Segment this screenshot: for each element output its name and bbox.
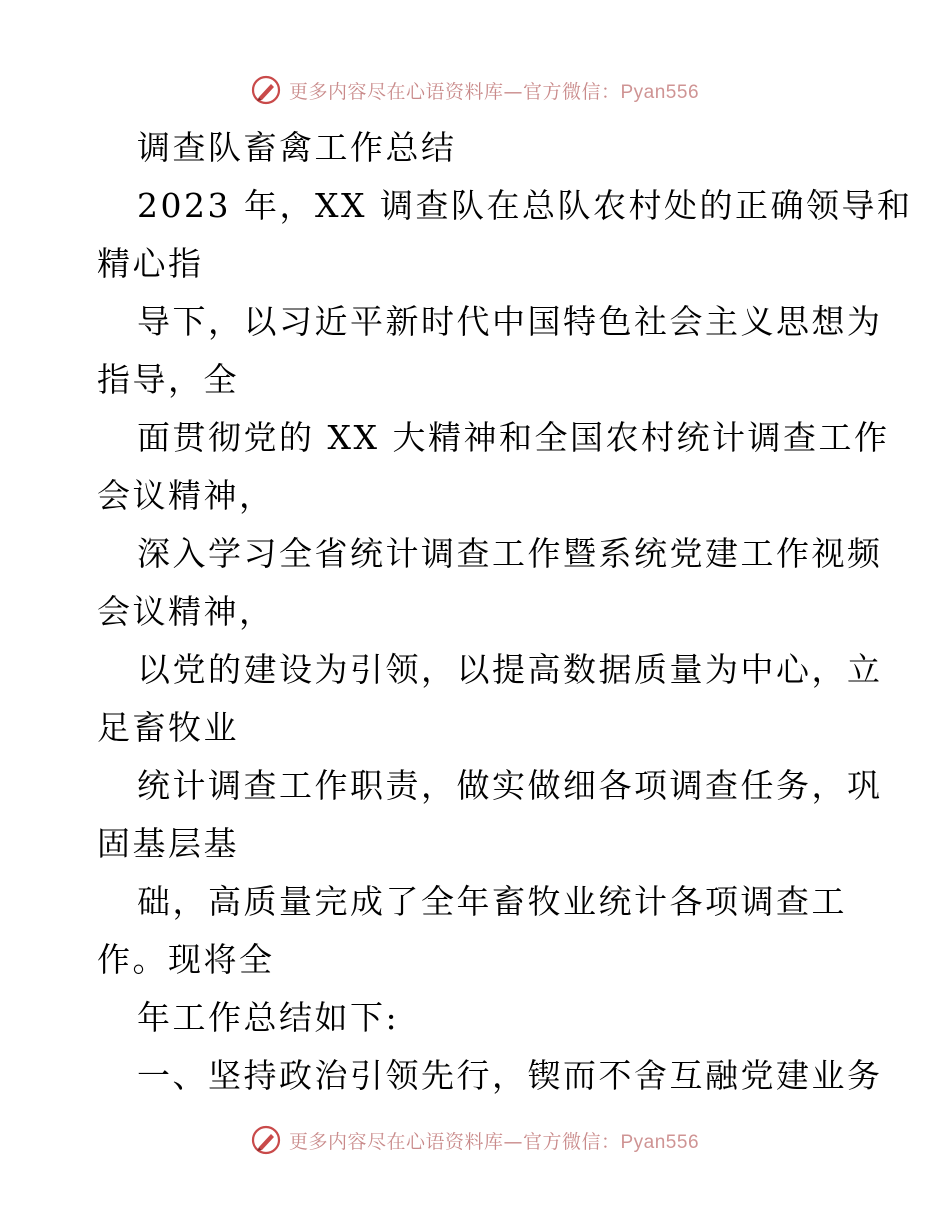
text-line: 会议精神， [97,592,275,631]
text-line: 年工作总结如下: [137,998,400,1037]
text-line: 会议精神， [97,476,275,515]
section-heading: 一、坚持政治引领先行，锲而不舍互融党建业务 [137,1056,883,1095]
text-line: 础，高质量完成了全年畜牧业统计各项调查工 [137,882,847,921]
text-line: 2023 年，XX 调查队在总队农村处的正确领导和 [137,186,913,225]
text-line: 作。现将全 [97,940,275,979]
watermark-header [0,70,950,110]
text-line: 面贯彻党的 XX 大精神和全国农村统计调查工作 [137,418,890,457]
watermark-label: 官方微信： [522,1130,621,1153]
text-line: 精心指 [97,244,204,283]
watermark-brand: 更多内容尽在心语资料库 [288,1130,504,1153]
document-title: 调查队畜禽工作总结 [137,128,457,167]
watermark-footer [0,1120,950,1160]
watermark-separator: — [503,1130,523,1153]
watermark-id: Pyan556 [620,81,700,103]
text-line: 以党的建设为引领，以提高数据质量为中心，立 [137,650,883,689]
watermark-brand: 更多内容尽在心语资料库 [288,80,504,103]
pen-logo-icon [251,1125,281,1155]
pen-logo-icon [251,75,281,105]
text-line: 指导，全 [97,360,239,399]
watermark-id: Pyan556 [620,1131,700,1153]
watermark-separator: — [503,80,523,103]
watermark-label: 官方微信： [522,80,621,103]
text-line: 统计调查工作职责，做实做细各项调查任务，巩 [137,766,883,805]
text-line: 导下，以习近平新时代中国特色社会主义思想为 [137,302,883,341]
watermark-text [289,1127,699,1154]
text-line: 足畜牧业 [97,708,239,747]
text-line: 深入学习全省统计调查工作暨系统党建工作视频 [137,534,883,573]
text-line: 固基层基 [97,824,239,863]
watermark-text [289,77,699,104]
